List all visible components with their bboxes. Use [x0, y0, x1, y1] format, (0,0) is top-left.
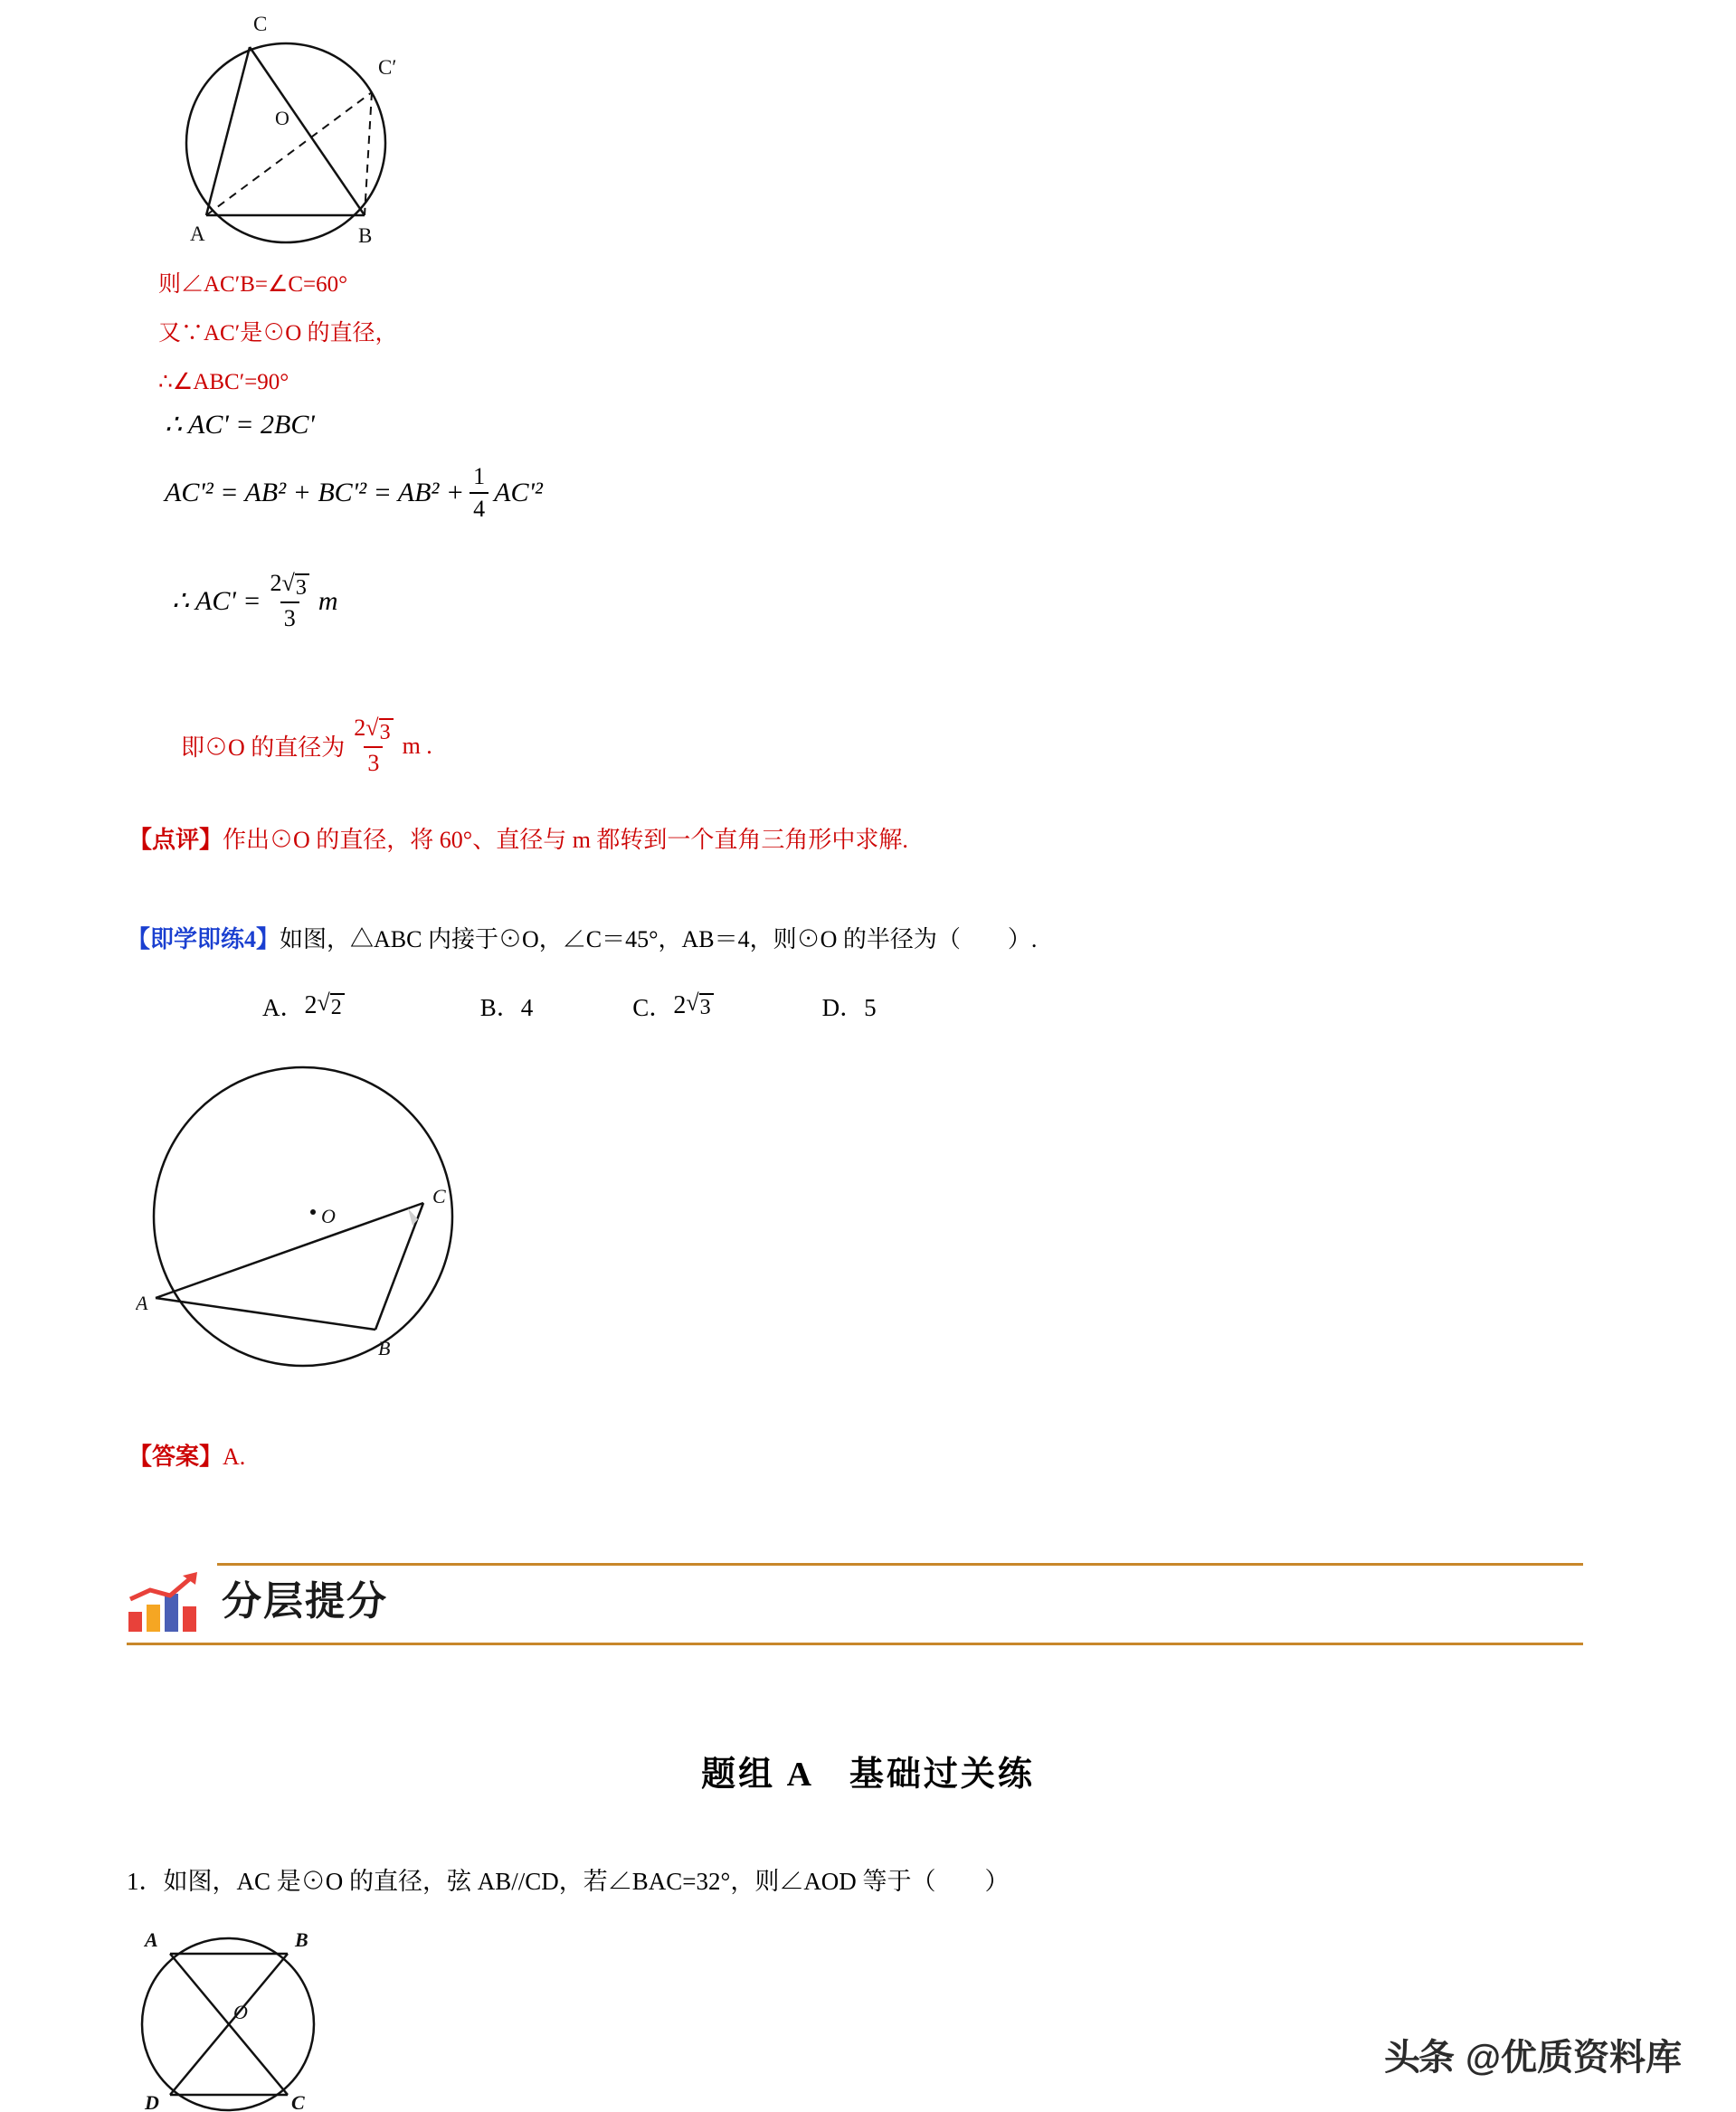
equation-pythagoras-left: AC'² = AB² + BC'² = AB² +: [165, 478, 465, 507]
svg-text:O: O: [321, 1205, 336, 1227]
svg-text:C′: C′: [378, 56, 397, 79]
practice-question-4: [127, 921, 1037, 954]
option-d[interactable]: [822, 988, 877, 1023]
equation-pythagoras-tail: AC'²: [494, 478, 543, 507]
watermark-logo: 头条: [1383, 2038, 1453, 2078]
svg-text:A: A: [145, 1928, 158, 1951]
comment-line: [128, 821, 908, 855]
option-b[interactable]: [480, 988, 534, 1023]
option-c-coef: 2: [673, 990, 687, 1019]
svg-text:D: D: [145, 2091, 159, 2112]
watermark-text: @优质资料库: [1465, 2038, 1682, 2078]
answer-options: [262, 988, 877, 1023]
conclusion-tail: m .: [402, 732, 432, 759]
fraction-one-quarter: [470, 463, 489, 523]
comment-tag: 【点评】: [128, 827, 223, 853]
option-a[interactable]: [262, 988, 345, 1023]
fraction-2root3-over-3: [267, 570, 313, 632]
watermark: [1384, 2029, 1682, 2080]
conclusion-diameter-red: [181, 715, 432, 777]
fraction-numerator: [267, 570, 313, 601]
banner-title: 分层提分: [222, 1579, 388, 1624]
practice-tag: 【即学即练4】: [127, 926, 280, 952]
comment-text: 作出⊙O 的直径，将 60°、直径与 m 都转到一个直角三角形中求解.: [223, 827, 908, 853]
option-a-coef: 2: [304, 990, 318, 1019]
conclusion-lead: 即⊙O 的直径为: [181, 734, 346, 762]
figure-circle-inscribed-triangle-45deg: [136, 1058, 489, 1393]
svg-text:C: C: [253, 13, 268, 35]
fraction-denominator: 3: [280, 601, 299, 632]
question-1-text: 1．如图，AC 是⊙O 的直径，弦 AB//CD，若∠BAC=32°，则∠AOD 等于（ ）: [127, 1868, 1010, 1895]
equation-pythagoras: [165, 463, 543, 523]
option-b-label: B．4: [479, 994, 534, 1021]
fraction-2root3-over-3: [350, 715, 396, 777]
square-root-icon: √ 2: [318, 991, 345, 1019]
svg-text:O: O: [233, 2001, 248, 2023]
equation-unit: m: [318, 585, 338, 616]
svg-text:O: O: [275, 107, 289, 129]
fraction-denominator: 3: [364, 746, 383, 777]
option-c-label: C．: [632, 994, 674, 1021]
square-root-icon: √ 3: [365, 716, 393, 744]
option-d-label: D．5: [821, 994, 877, 1021]
svg-text:B: B: [378, 1337, 391, 1359]
figure-circle-with-inscribed-triangle-abc: [152, 9, 478, 262]
fraction-numerator: 1: [473, 463, 486, 489]
answer-text: A.: [223, 1444, 246, 1470]
square-root-icon: √ 3: [686, 991, 713, 1019]
equation-ac-equals-2bc: ∴ AC' = 2BC': [165, 410, 315, 440]
practice-text: 如图，△ABC 内接于⊙O，∠C＝45°，AB＝4，则⊙O 的半径为（ ）.: [280, 926, 1038, 952]
answer-tag: 【答案】: [128, 1444, 223, 1470]
derivation-red-text: [158, 260, 972, 407]
equation-ac-result-lead: ∴ AC' =: [172, 586, 261, 617]
svg-text:C: C: [432, 1185, 446, 1208]
svg-text:A: A: [190, 223, 205, 245]
svg-text:B: B: [295, 1928, 308, 1951]
banner-rule-top: [217, 1563, 1583, 1566]
derivation-line-3: ∴∠ABC′=90°: [158, 370, 289, 394]
fraction-numerator: [350, 715, 396, 746]
answer-line: [128, 1438, 245, 1472]
derivation-line-2: 又∵AC′是⊙O 的直径，: [158, 321, 398, 346]
option-c[interactable]: [632, 988, 713, 1023]
banner-rule-bottom: [127, 1643, 1583, 1645]
coefficient: 2: [270, 570, 282, 596]
figure-circle-with-parallel-chords: [118, 1918, 389, 2112]
square-root-icon: √ 3: [282, 572, 309, 600]
coefficient: 2: [354, 715, 366, 741]
svg-text:B: B: [358, 224, 373, 247]
bar-chart-icon: [127, 1572, 204, 1634]
section-banner: [127, 1538, 1583, 1646]
svg-text:C: C: [291, 2091, 305, 2112]
fraction-denominator: 4: [470, 492, 489, 523]
option-a-label: A．: [262, 994, 305, 1021]
derivation-line-1: 则∠AC′B=∠C=60°: [158, 272, 348, 297]
group-title: 题组 A 基础过关练: [701, 1756, 1035, 1794]
equation-ac-result: [172, 570, 338, 632]
svg-text:A: A: [136, 1292, 148, 1314]
